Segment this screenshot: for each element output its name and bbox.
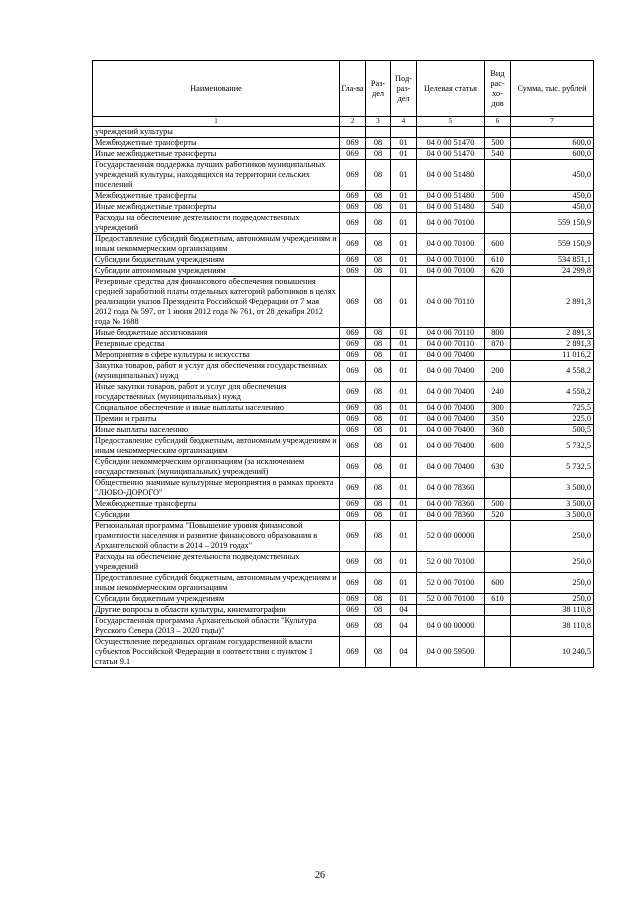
cell-expense-type: 360	[485, 425, 511, 436]
cell-name: Государственная поддержка лучших работников муниципальных учреждений культуры, находящихся на территории сельских поселений	[93, 160, 340, 191]
cell-chapter: 069	[340, 255, 366, 266]
cell-amount: 4 558,2	[511, 382, 594, 403]
cell-section: 08	[366, 637, 391, 668]
cell-target-item: 52 0 00 70100	[417, 573, 485, 594]
cell-expense-type: 610	[485, 255, 511, 266]
cell-subsection: 01	[391, 521, 417, 552]
cell-chapter: 069	[340, 637, 366, 668]
cell-expense-type: 540	[485, 202, 511, 213]
cell-section: 08	[366, 616, 391, 637]
column-number: 7	[511, 117, 594, 127]
cell-section: 08	[366, 478, 391, 499]
header-subsection: Под-раз-дел	[391, 61, 417, 117]
cell-amount: 250,0	[511, 521, 594, 552]
cell-name: Субсидии бюджетным учреждениям	[93, 255, 340, 266]
cell-subsection: 01	[391, 160, 417, 191]
header-target-item: Целевая статья	[417, 61, 485, 117]
table-row	[93, 202, 594, 213]
cell-subsection: 01	[391, 255, 417, 266]
cell-section: 08	[366, 510, 391, 521]
cell-expense-type: 300	[485, 403, 511, 414]
cell-subsection: 01	[391, 436, 417, 457]
cell-subsection: 01	[391, 478, 417, 499]
cell-target-item: 04 0 00 51480	[417, 160, 485, 191]
cell-target-item: 04 0 00 51470	[417, 149, 485, 160]
cell-target-item: 04 0 00 70110	[417, 339, 485, 350]
cell-name: Иные закупки товаров, работ и услуг для обеспечения государственных (муниципальных) нужд	[93, 382, 340, 403]
cell-expense-type: 870	[485, 339, 511, 350]
cell-section: 08	[366, 361, 391, 382]
cell-name: Государственная программа Архангельской области "Культура Русского Севера (2013 – 2020 годы)"	[93, 616, 340, 637]
cell-section	[366, 127, 391, 138]
cell-chapter: 069	[340, 436, 366, 457]
cell-target-item	[417, 127, 485, 138]
cell-name: Иные межбюджетные трансферты	[93, 149, 340, 160]
cell-name: Общественно значимые культурные мероприятия в рамках проекта "ЛЮБО-ДОРОГО"	[93, 478, 340, 499]
cell-target-item: 04 0 00 70400	[417, 414, 485, 425]
table-row	[93, 149, 594, 160]
cell-target-item: 04 0 00 51480	[417, 191, 485, 202]
cell-name: Предоставление субсидий бюджетным, автономным учреждениям и иным некоммерческим организациям	[93, 234, 340, 255]
table-row	[93, 255, 594, 266]
cell-expense-type	[485, 213, 511, 234]
cell-name: Межбюджетные трансферты	[93, 138, 340, 149]
header-row	[93, 61, 594, 117]
table-row	[93, 436, 594, 457]
cell-amount: 11 016,2	[511, 350, 594, 361]
cell-target-item: 52 0 00 70100	[417, 594, 485, 605]
cell-amount: 2 891,3	[511, 277, 594, 328]
cell-section: 08	[366, 277, 391, 328]
table-row	[93, 361, 594, 382]
cell-section: 08	[366, 573, 391, 594]
cell-chapter: 069	[340, 510, 366, 521]
cell-target-item: 04 0 00 59500	[417, 637, 485, 668]
cell-chapter: 069	[340, 191, 366, 202]
cell-chapter: 069	[340, 521, 366, 552]
cell-name: Резервные средства для финансового обеспечения повышения средней заработной платы отдельных категорий работников в целях реализации указов Президента Российской Федерации от 7 мая 2012 года № 597, от 1 июня 2012 года № 761, от 28 декабря 2012 года № 1688	[93, 277, 340, 328]
cell-amount: 5 732,5	[511, 457, 594, 478]
cell-expense-type: 800	[485, 328, 511, 339]
cell-section: 08	[366, 521, 391, 552]
table-row	[93, 266, 594, 277]
table-row	[93, 616, 594, 637]
cell-name: Иные выплаты населению	[93, 425, 340, 436]
table-row	[93, 414, 594, 425]
cell-chapter: 069	[340, 605, 366, 616]
cell-target-item: 04 0 00 70400	[417, 403, 485, 414]
table-row	[93, 510, 594, 521]
cell-section: 08	[366, 339, 391, 350]
cell-expense-type: 500	[485, 191, 511, 202]
table-row	[93, 350, 594, 361]
cell-section: 08	[366, 414, 391, 425]
cell-section: 08	[366, 382, 391, 403]
cell-section: 08	[366, 138, 391, 149]
table-row	[93, 160, 594, 191]
cell-amount: 225,0	[511, 414, 594, 425]
table-row	[93, 234, 594, 255]
cell-chapter: 069	[340, 382, 366, 403]
cell-name: Премии и гранты	[93, 414, 340, 425]
cell-name: Расходы на обеспечение деятельности подведомственных учреждений	[93, 552, 340, 573]
cell-target-item: 04 0 00 70400	[417, 436, 485, 457]
cell-name: Субсидии	[93, 510, 340, 521]
cell-expense-type	[485, 552, 511, 573]
cell-expense-type	[485, 616, 511, 637]
cell-amount: 3 500,0	[511, 499, 594, 510]
table-row	[93, 457, 594, 478]
cell-section: 08	[366, 328, 391, 339]
cell-amount: 725,5	[511, 403, 594, 414]
cell-amount: 250,0	[511, 552, 594, 573]
cell-name: Предоставление субсидий бюджетным, автономным учреждениям и иным некоммерческим организациям	[93, 573, 340, 594]
cell-target-item: 04 0 00 51470	[417, 138, 485, 149]
column-number: 6	[485, 117, 511, 127]
cell-chapter: 069	[340, 425, 366, 436]
cell-target-item: 04 0 00 70100	[417, 255, 485, 266]
cell-section: 08	[366, 255, 391, 266]
cell-target-item: 04 0 00 78360	[417, 478, 485, 499]
cell-expense-type: 540	[485, 149, 511, 160]
cell-amount: 10 240,5	[511, 637, 594, 668]
cell-expense-type	[485, 160, 511, 191]
cell-amount: 38 110,8	[511, 616, 594, 637]
column-number: 1	[93, 117, 340, 127]
table-row	[93, 213, 594, 234]
cell-subsection: 01	[391, 138, 417, 149]
cell-chapter: 069	[340, 277, 366, 328]
cell-target-item: 04 0 00 70100	[417, 213, 485, 234]
cell-subsection: 01	[391, 425, 417, 436]
cell-subsection: 01	[391, 202, 417, 213]
column-number: 3	[366, 117, 391, 127]
cell-amount: 250,0	[511, 573, 594, 594]
cell-target-item: 04 0 00 78360	[417, 510, 485, 521]
cell-subsection: 01	[391, 457, 417, 478]
cell-name: Субсидии автономным учреждениям	[93, 266, 340, 277]
cell-name: Расходы на обеспечение деятельности подведомственных учреждений	[93, 213, 340, 234]
cell-amount: 450,0	[511, 202, 594, 213]
table-row	[93, 478, 594, 499]
cell-expense-type: 200	[485, 361, 511, 382]
cell-chapter: 069	[340, 573, 366, 594]
cell-name: Закупка товаров, работ и услуг для обеспечения государственных (муниципальных) нужд	[93, 361, 340, 382]
cell-expense-type: 500	[485, 499, 511, 510]
cell-chapter: 069	[340, 138, 366, 149]
cell-target-item	[417, 605, 485, 616]
cell-name: Мероприятия в сфере культуры и искусства	[93, 350, 340, 361]
table-row	[93, 573, 594, 594]
cell-chapter: 069	[340, 266, 366, 277]
cell-section: 08	[366, 425, 391, 436]
cell-amount: 2 891,3	[511, 339, 594, 350]
cell-section: 08	[366, 403, 391, 414]
table-row	[93, 521, 594, 552]
cell-subsection: 01	[391, 213, 417, 234]
cell-section: 08	[366, 160, 391, 191]
cell-expense-type	[485, 605, 511, 616]
cell-section: 08	[366, 149, 391, 160]
cell-expense-type	[485, 127, 511, 138]
cell-target-item: 04 0 00 70100	[417, 266, 485, 277]
cell-chapter: 069	[340, 213, 366, 234]
cell-expense-type: 520	[485, 510, 511, 521]
cell-subsection: 01	[391, 414, 417, 425]
cell-amount: 38 110,8	[511, 605, 594, 616]
cell-chapter: 069	[340, 457, 366, 478]
cell-target-item: 04 0 00 70400	[417, 350, 485, 361]
cell-amount: 534 851,1	[511, 255, 594, 266]
cell-target-item: 04 0 00 70110	[417, 277, 485, 328]
cell-chapter: 069	[340, 478, 366, 499]
table-row	[93, 552, 594, 573]
table-row	[93, 127, 594, 138]
cell-expense-type: 500	[485, 138, 511, 149]
table-row	[93, 403, 594, 414]
header-chapter: Гла-ва	[340, 61, 366, 117]
cell-target-item: 04 0 00 00000	[417, 616, 485, 637]
cell-subsection: 04	[391, 637, 417, 668]
cell-target-item: 04 0 00 70110	[417, 328, 485, 339]
column-number: 4	[391, 117, 417, 127]
table-row	[93, 138, 594, 149]
cell-amount: 450,0	[511, 160, 594, 191]
cell-expense-type	[485, 277, 511, 328]
cell-subsection: 01	[391, 552, 417, 573]
table-row	[93, 382, 594, 403]
cell-subsection: 01	[391, 403, 417, 414]
cell-target-item: 04 0 00 70100	[417, 234, 485, 255]
cell-amount: 600,0	[511, 149, 594, 160]
table-row	[93, 277, 594, 328]
budget-page	[92, 60, 593, 668]
cell-chapter: 069	[340, 552, 366, 573]
cell-expense-type	[485, 478, 511, 499]
cell-section: 08	[366, 213, 391, 234]
cell-chapter: 069	[340, 616, 366, 637]
cell-chapter: 069	[340, 403, 366, 414]
cell-amount: 2 891,3	[511, 328, 594, 339]
cell-chapter: 069	[340, 414, 366, 425]
header-section: Раз-дел	[366, 61, 391, 117]
cell-section: 08	[366, 436, 391, 457]
cell-expense-type: 610	[485, 594, 511, 605]
cell-subsection: 01	[391, 234, 417, 255]
header-name: Наименование	[93, 61, 340, 117]
cell-amount: 559 150,9	[511, 213, 594, 234]
column-number: 5	[417, 117, 485, 127]
cell-section: 08	[366, 605, 391, 616]
cell-amount: 500,5	[511, 425, 594, 436]
cell-target-item: 04 0 00 78360	[417, 499, 485, 510]
cell-section: 08	[366, 552, 391, 573]
cell-section: 08	[366, 234, 391, 255]
table-row	[93, 605, 594, 616]
cell-expense-type: 630	[485, 457, 511, 478]
cell-name: учреждений культуры	[93, 127, 340, 138]
cell-amount: 3 500,0	[511, 478, 594, 499]
cell-expense-type	[485, 521, 511, 552]
cell-subsection: 01	[391, 277, 417, 328]
cell-subsection: 01	[391, 510, 417, 521]
cell-name: Иные межбюджетные трансферты	[93, 202, 340, 213]
cell-subsection: 01	[391, 266, 417, 277]
table-row	[93, 637, 594, 668]
cell-chapter: 069	[340, 234, 366, 255]
cell-name: Межбюджетные трансферты	[93, 499, 340, 510]
cell-name: Субсидии бюджетным учреждениям	[93, 594, 340, 605]
cell-subsection: 01	[391, 361, 417, 382]
cell-chapter: 069	[340, 499, 366, 510]
cell-name: Резервные средства	[93, 339, 340, 350]
cell-name: Осуществление переданных органам государственной власти субъектов Российской Федерации в соответствии с пунктом 1 статьи 9.1	[93, 637, 340, 668]
cell-expense-type: 600	[485, 234, 511, 255]
cell-target-item: 04 0 00 70400	[417, 361, 485, 382]
cell-target-item: 04 0 00 70400	[417, 382, 485, 403]
cell-name: Социальное обеспечение и иные выплаты населению	[93, 403, 340, 414]
cell-section: 08	[366, 266, 391, 277]
cell-subsection: 04	[391, 605, 417, 616]
cell-section: 08	[366, 457, 391, 478]
cell-expense-type: 350	[485, 414, 511, 425]
cell-name: Региональная программа "Повышение уровня финансовой грамотности населения и развитие финансового образования в Архангельской области в 2014 – 2019 годах"	[93, 521, 340, 552]
table-body	[93, 127, 594, 668]
cell-name: Межбюджетные трансферты	[93, 191, 340, 202]
cell-subsection: 01	[391, 573, 417, 594]
cell-subsection: 01	[391, 594, 417, 605]
cell-section: 08	[366, 191, 391, 202]
cell-subsection: 01	[391, 328, 417, 339]
cell-chapter: 069	[340, 328, 366, 339]
cell-target-item: 04 0 00 70400	[417, 425, 485, 436]
cell-amount: 24 299,8	[511, 266, 594, 277]
cell-subsection: 01	[391, 149, 417, 160]
cell-subsection: 04	[391, 616, 417, 637]
column-number-row	[93, 117, 594, 127]
cell-chapter: 069	[340, 361, 366, 382]
table-row	[93, 191, 594, 202]
cell-expense-type	[485, 637, 511, 668]
cell-chapter: 069	[340, 350, 366, 361]
cell-chapter	[340, 127, 366, 138]
table-row	[93, 328, 594, 339]
header-expense-type: Вид рас-хо-дов	[485, 61, 511, 117]
cell-chapter: 069	[340, 339, 366, 350]
table-row	[93, 499, 594, 510]
cell-amount	[511, 127, 594, 138]
header-amount: Сумма, тыс. рублей	[511, 61, 594, 117]
cell-subsection: 01	[391, 382, 417, 403]
cell-expense-type: 600	[485, 573, 511, 594]
cell-name: Субсидии некоммерческим организациям (за исключением государственных (муниципальных) учреждений)	[93, 457, 340, 478]
cell-amount: 600,0	[511, 138, 594, 149]
cell-name: Предоставление субсидий бюджетным, автономным учреждениям и иным некоммерческим организациям	[93, 436, 340, 457]
cell-subsection: 01	[391, 339, 417, 350]
cell-name: Иные бюджетные ассигнования	[93, 328, 340, 339]
cell-section: 08	[366, 202, 391, 213]
cell-amount: 559 150,9	[511, 234, 594, 255]
cell-subsection: 01	[391, 350, 417, 361]
cell-chapter: 069	[340, 149, 366, 160]
cell-section: 08	[366, 499, 391, 510]
table-row	[93, 339, 594, 350]
budget-table	[92, 60, 594, 668]
cell-amount: 250,0	[511, 594, 594, 605]
cell-amount: 450,0	[511, 191, 594, 202]
cell-amount: 5 732,5	[511, 436, 594, 457]
cell-target-item: 04 0 00 70400	[417, 457, 485, 478]
cell-target-item: 04 0 00 51480	[417, 202, 485, 213]
cell-expense-type: 600	[485, 436, 511, 457]
cell-amount: 4 558,2	[511, 361, 594, 382]
cell-target-item: 52 0 00 00000	[417, 521, 485, 552]
cell-expense-type: 620	[485, 266, 511, 277]
cell-name: Другие вопросы в области культуры, кинематографии	[93, 605, 340, 616]
cell-target-item: 52 0 00 70100	[417, 552, 485, 573]
table-row	[93, 425, 594, 436]
cell-subsection: 01	[391, 191, 417, 202]
column-number: 2	[340, 117, 366, 127]
cell-subsection: 01	[391, 499, 417, 510]
cell-expense-type	[485, 350, 511, 361]
cell-expense-type: 240	[485, 382, 511, 403]
cell-chapter: 069	[340, 160, 366, 191]
cell-subsection	[391, 127, 417, 138]
cell-section: 08	[366, 594, 391, 605]
cell-section: 08	[366, 350, 391, 361]
cell-chapter: 069	[340, 202, 366, 213]
cell-chapter: 069	[340, 594, 366, 605]
page-number: 26	[315, 870, 325, 881]
cell-amount: 3 500,0	[511, 510, 594, 521]
table-row	[93, 594, 594, 605]
